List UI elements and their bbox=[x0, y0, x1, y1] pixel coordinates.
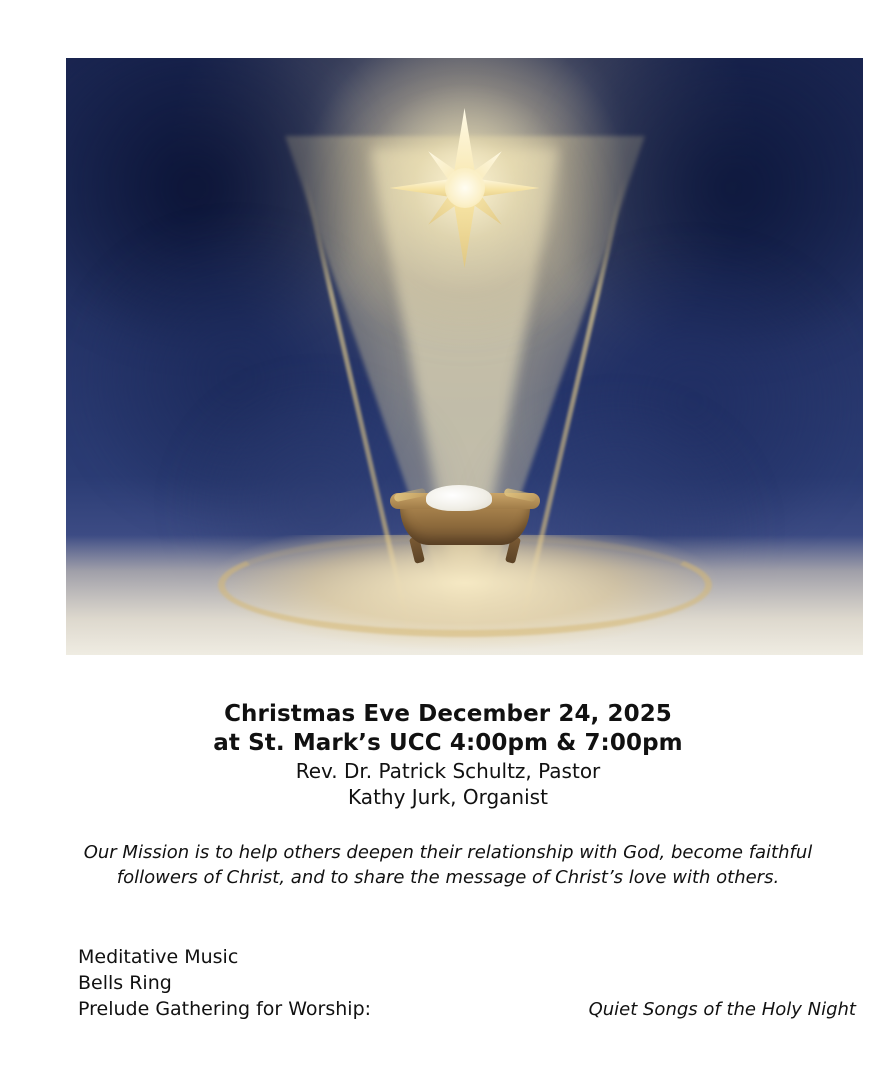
service-location-line: at St. Mark’s UCC 4:00pm & 7:00pm bbox=[213, 730, 683, 756]
order-item-value: Quiet Songs of the Holy Night bbox=[588, 999, 856, 1020]
manger-icon bbox=[390, 485, 540, 563]
nativity-illustration bbox=[66, 58, 863, 655]
swaddled-infant bbox=[426, 485, 492, 511]
order-item-label: Prelude Gathering for Worship: bbox=[78, 998, 372, 1020]
star-icon bbox=[395, 118, 535, 258]
heading-block bbox=[0, 700, 896, 890]
order-of-worship-list bbox=[78, 944, 856, 1023]
list-item bbox=[78, 944, 856, 970]
organist-line: Kathy Jurk, Organist bbox=[348, 785, 548, 809]
order-item-label: Bells Ring bbox=[78, 972, 172, 994]
list-item bbox=[78, 996, 856, 1023]
service-date-line: Christmas Eve December 24, 2025 bbox=[224, 701, 672, 727]
pastor-line: Rev. Dr. Patrick Schultz, Pastor bbox=[295, 759, 601, 783]
list-item bbox=[78, 970, 856, 996]
order-item-label: Meditative Music bbox=[78, 946, 239, 968]
mission-statement: Our Mission is to help others deepen their relationship with God, become faithful followers of Christ, and to share the message of Christ’s love with others. bbox=[83, 842, 813, 888]
star-core bbox=[445, 168, 485, 208]
illustration-canvas bbox=[66, 58, 863, 655]
